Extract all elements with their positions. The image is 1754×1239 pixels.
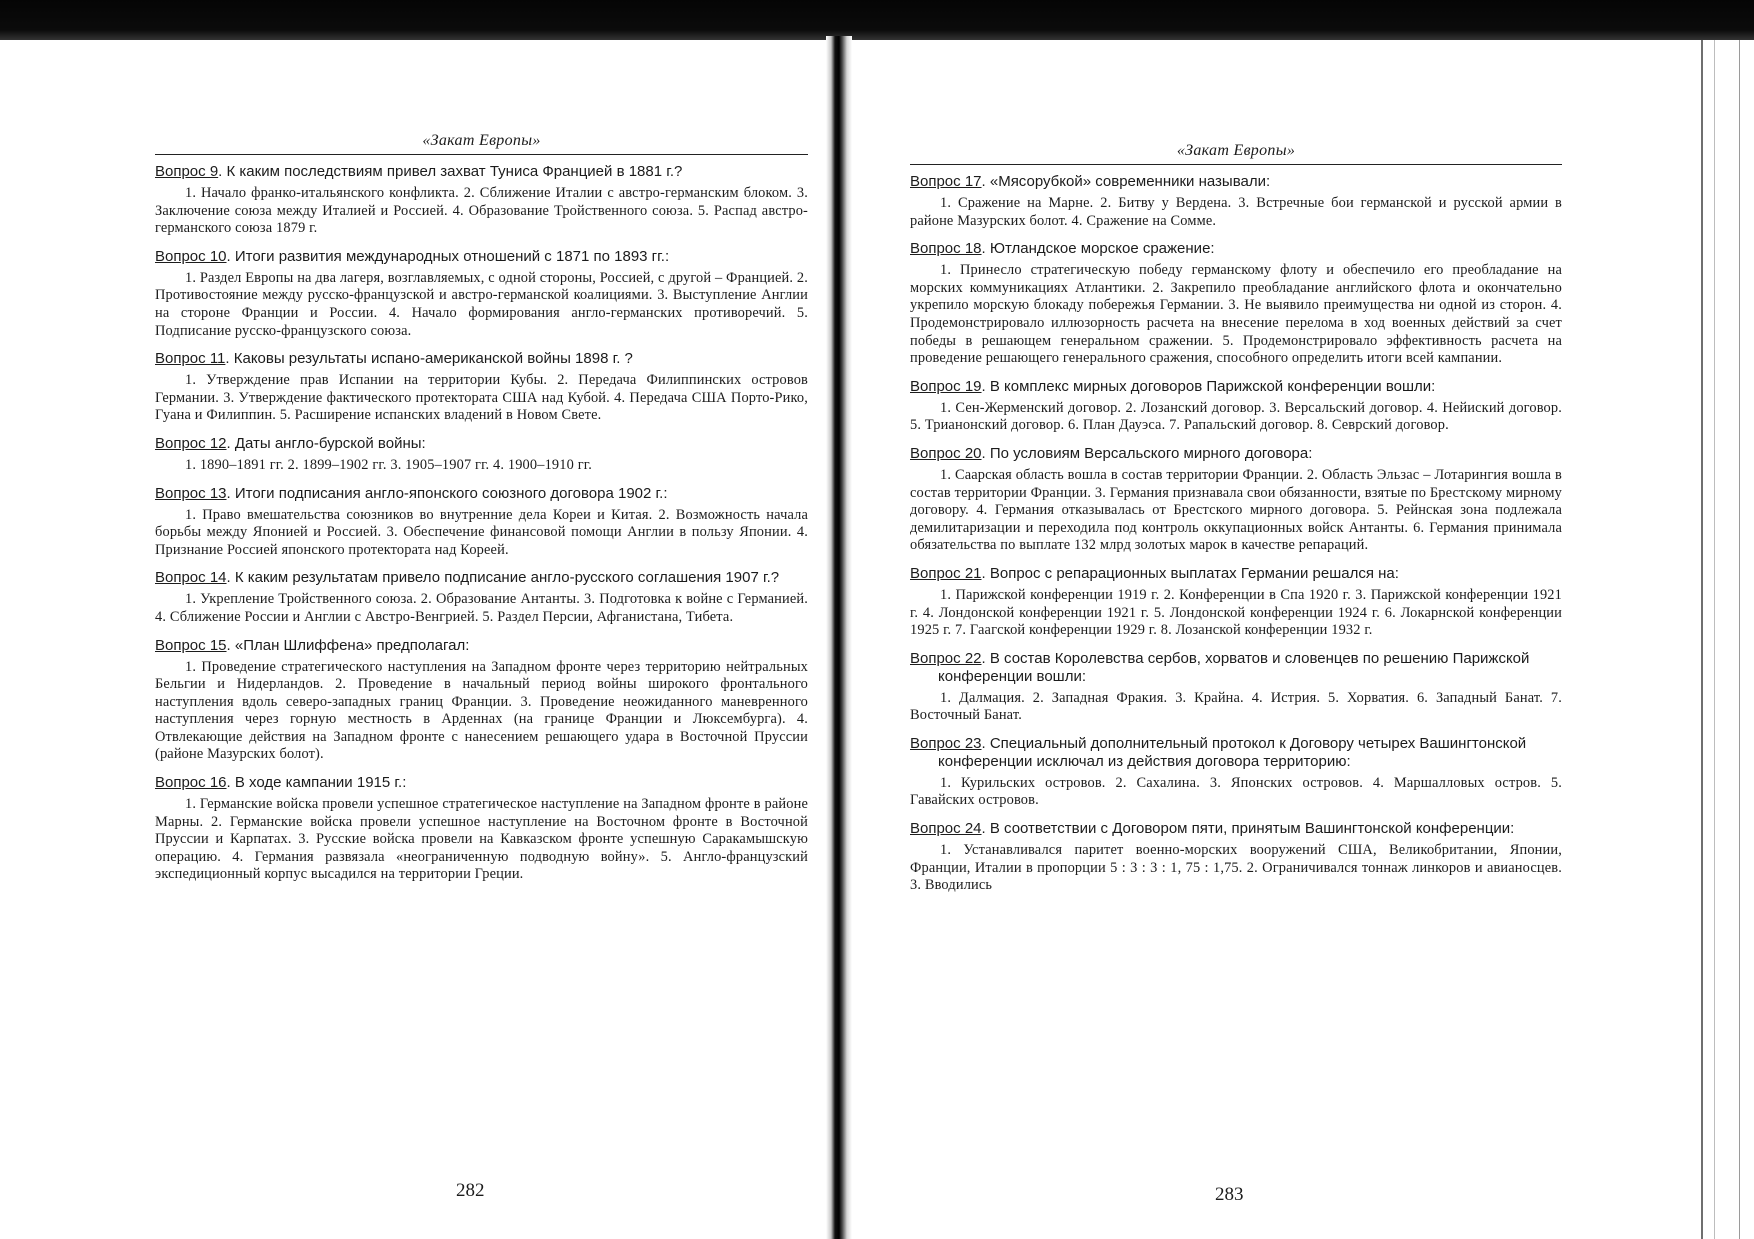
answer-options: 1. Устанавливался паритет военно-морских вооружений США, Великобритании, Японии, Франции, Италии в пропорции 5 : 3 : 3 : 1, 75 : 1,75. 2. Ограничивался тоннаж линкоров и авианосцев. 3. Вводились xyxy=(910,842,1562,894)
question-item xyxy=(155,248,808,340)
answer-options: 1. Парижской конференции 1919 г. 2. Конференции в Спа 1920 г. 3. Парижской конференции 1921 г. 4. Лондонской конференции 1921 г. 5. Лондонской конференции 1924 г. 6. Локарнской конференции 1925 г. 7. Гаагской конференции 1929 г. 8. Лозанской конференции 1932 г. xyxy=(910,586,1562,639)
page-edge-lines xyxy=(1701,40,1740,1239)
answer-options: 1. Утверждение прав Испании на территории Кубы. 2. Передача Филиппинских островов Германии. 3. Утверждение фактического протектората США над Кубой. 4. Передача США Порто-Рико, Гуана и Филиппин. 5. Расширение испанских владений в Новом Свете. xyxy=(155,372,808,424)
page-number-left: 282 xyxy=(456,1180,485,1201)
answer-options: 1. Начало франко-итальянского конфликта. 2. Сближение Италии с австро-германским блоком. 3. Заключение союза между Италией и Россией. 4. Образование Тройственного союза. 5. Распад австро-германского союза 1879 г. xyxy=(155,185,808,237)
question-prompt: . «Мясорубкой» современники называли: xyxy=(981,173,1271,190)
question-heading xyxy=(155,163,808,181)
question-label: Вопрос 22 xyxy=(910,649,982,667)
question-prompt: . Даты англо-бурской войны: xyxy=(226,434,426,452)
question-label: Вопрос 21 xyxy=(910,564,982,582)
question-item xyxy=(155,637,808,765)
scan-top-shadow xyxy=(0,0,1754,40)
question-label: Вопрос 16 xyxy=(155,774,227,792)
question-heading xyxy=(910,735,1562,771)
question-label: Вопрос 14 xyxy=(155,569,227,587)
question-prompt: . Специальный дополнительный протокол к Договору четырех Вашингтонской конференции исключал из действия договора территорию: xyxy=(938,734,1527,770)
question-prompt: . В комплекс мирных договоров Парижской конференции вошли: xyxy=(981,377,1436,395)
book-spine-gutter xyxy=(826,36,852,1239)
running-head-left: «Закат Европы» xyxy=(155,132,808,155)
question-item xyxy=(155,435,808,475)
question-prompt: . Вопрос с репарационных выплатах Германии решался на: xyxy=(981,564,1399,582)
question-heading xyxy=(910,173,1562,191)
question-heading xyxy=(910,445,1562,463)
question-item xyxy=(910,820,1562,895)
question-label: Вопрос 23 xyxy=(910,734,982,752)
question-item xyxy=(155,163,808,238)
answer-options: 1. 1890–1891 гг. 2. 1899–1902 гг. 3. 1905–1907 гг. 4. 1900–1910 гг. xyxy=(185,456,592,473)
answer-options: 1. Курильских островов. 2. Сахалина. 3. Японских островов. 4. Маршалловых остров. 5. Гавайских островов. xyxy=(910,774,1562,809)
answer-options: 1. Проведение стратегического наступления на Западном фронте через территорию нейтральных Бельгии и Нидерландов. 2. Проведение в начальный период войны широкого фронтального наступления вдоль северо-западных границ Франции. 3. Проведение неожиданного маневренного наступления через горную местность в Арденнах (на границе Франции и Люксембурга). 4. Отвлекающие действия на Западном фронте с нанесением решающего удара в Восточной Пруссии (районе Мазурских болот). xyxy=(155,658,808,763)
question-item xyxy=(910,173,1562,230)
question-list-left xyxy=(155,163,808,884)
question-label: Вопрос 24 xyxy=(910,820,982,838)
question-heading xyxy=(910,565,1562,583)
answer-options: 1. Сен-Жерменский договор. 2. Лозанский договор. 3. Версальский договор. 4. Нейиский договор. 5. Трианонский договор. 6. План Дауэса. 7. Рапальский договор. 8. Севрский договор. xyxy=(910,399,1562,434)
answer-options: 1. Сражение на Марне. 2. Битву у Вердена. 3. Встречные бои германской и русской армии в районе Мазурских болот. 4. Сражение на Сомме. xyxy=(910,195,1562,229)
left-page xyxy=(155,132,808,894)
question-heading xyxy=(910,820,1562,838)
question-item xyxy=(155,485,808,560)
answer-options: 1. Саарская область вошла в состав территории Франции. 2. Область Эльзас – Лотарингия вошла в состав территории Франции. 3. Германия признавала свои обязанности, взятые по Брестскому мирному договору. 4. Германия отказывалась от Брестского мирного договора. 5. Рейнская зона подлежала демилитаризации и переходила под контроль оккупационных войск Антанты. 6. Германия принимала обязательства по выплате 132 млрд золотых марок в качестве репараций. xyxy=(910,466,1562,554)
question-prompt: . В состав Королевства сербов, хорватов и словенцев по решению Парижской конференции вошли: xyxy=(938,649,1530,685)
question-item xyxy=(910,735,1562,810)
question-label: Вопрос 17 xyxy=(910,173,982,190)
answer-options: 1. Принесло стратегическую победу германскому флоту и обеспечило его преобладание на морских коммуникациях Атлантики. 2. Закрепило преобладание английского флота и окончательно укрепило морскую блокаду побережья Германии. 3. Не выявило преимущества ни одной из сторон. 4. Продемонстрировало иллюзорность расчета на внесение перелома в ход военных действий за счет победы в решающем генеральном сражении. 5. Продемонстрировало эффективность расчета на проведение решающего генерального сражения, способного определить итоги всей кампании. xyxy=(910,262,1562,367)
right-page xyxy=(910,142,1562,905)
question-item xyxy=(910,650,1562,725)
question-label: Вопрос 15 xyxy=(155,636,227,654)
question-heading xyxy=(910,650,1562,686)
question-label: Вопрос 11 xyxy=(155,350,226,368)
question-heading xyxy=(910,240,1562,258)
answer-options: 1. Германские войска провели успешное стратегическое наступление на Западном фронте в районе Марны. 2. Германские войска провели успешное наступление на Восточном фронте в Восточной Пруссии и Карпатах. 3. Русские войска провели на Кавказском фронте успешную Саракамышскую операцию. 4. Германия развязала «неограниченную подводную войну». 5. Англо-французский экспедиционный корпус высадился на территории Греции. xyxy=(155,796,808,883)
question-prompt: . Каковы результаты испано-американской войны 1898 г. ? xyxy=(225,350,633,368)
question-prompt: . Ютландское морское сражение: xyxy=(981,240,1215,258)
question-prompt: . К каким последствиям привел захват Туниса Францией в 1881 г.? xyxy=(218,163,683,180)
question-item xyxy=(910,240,1562,368)
question-prompt: . Итоги подписания англо-японского союзного договора 1902 г.: xyxy=(226,484,668,502)
question-heading xyxy=(155,774,808,792)
question-item xyxy=(155,569,808,626)
question-label: Вопрос 20 xyxy=(910,444,982,462)
question-prompt: . «План Шлиффена» предполагал: xyxy=(226,636,470,654)
question-heading xyxy=(155,637,808,655)
question-item xyxy=(910,378,1562,435)
question-heading xyxy=(155,248,808,266)
question-prompt: . По условиям Версальского мирного договора: xyxy=(981,444,1313,462)
question-heading xyxy=(155,350,808,368)
question-item xyxy=(910,445,1562,555)
question-label: Вопрос 12 xyxy=(155,434,227,452)
question-item xyxy=(155,774,808,884)
question-heading xyxy=(155,435,808,453)
question-label: Вопрос 18 xyxy=(910,240,982,258)
answer-options: 1. Далмация. 2. Западная Фракия. 3. Крайна. 4. Истрия. 5. Хорватия. 6. Западный Банат. 7. Восточный Банат. xyxy=(910,689,1562,724)
question-label: Вопрос 13 xyxy=(155,484,227,502)
question-heading xyxy=(910,378,1562,396)
question-item xyxy=(910,565,1562,640)
answer-options: 1. Раздел Европы на два лагеря, возглавляемых, с одной стороны, Россией, с другой – Францией. 2. Противостояние между русско-французской и австро-германской коалициями. 3. Выступление Англии на стороне Франции и России. 4. Начало формирования англо-германских противоречий. 5. Подписание русско-французского союза. xyxy=(155,269,808,339)
page-number-right: 283 xyxy=(1215,1184,1244,1205)
question-prompt: . В соответствии с Договором пяти, принятым Вашингтонской конференции: xyxy=(981,820,1515,838)
answer-options: 1. Укрепление Тройственного союза. 2. Образование Антанты. 3. Подготовка к войне с Германией. 4. Сближение России и Англии с Австро-Венгрией. 5. Раздел Персии, Афганистана, Тибета. xyxy=(155,591,808,625)
question-prompt: . К каким результатам привело подписание англо-русского соглашения 1907 г.? xyxy=(226,569,780,587)
question-item xyxy=(155,350,808,425)
question-prompt: . Итоги развития международных отношений с 1871 по 1893 гг.: xyxy=(226,247,670,265)
question-label: Вопрос 9 xyxy=(155,163,219,180)
question-heading xyxy=(155,485,808,503)
question-prompt: . В ходе кампании 1915 г.: xyxy=(226,774,407,792)
question-heading xyxy=(155,569,808,587)
question-label: Вопрос 19 xyxy=(910,377,982,395)
question-list-right xyxy=(910,173,1562,895)
answer-options: 1. Право вмешательства союзников во внутренние дела Кореи и Китая. 2. Возможность начала борьбы между Японией и Россией. 3. Обеспечение финансовой помощи Англии в пользу Японии. 4. Признание Россией японского протектората над Кореей. xyxy=(155,506,808,558)
question-label: Вопрос 10 xyxy=(155,247,227,265)
running-head-right: «Закат Европы» xyxy=(910,142,1562,165)
